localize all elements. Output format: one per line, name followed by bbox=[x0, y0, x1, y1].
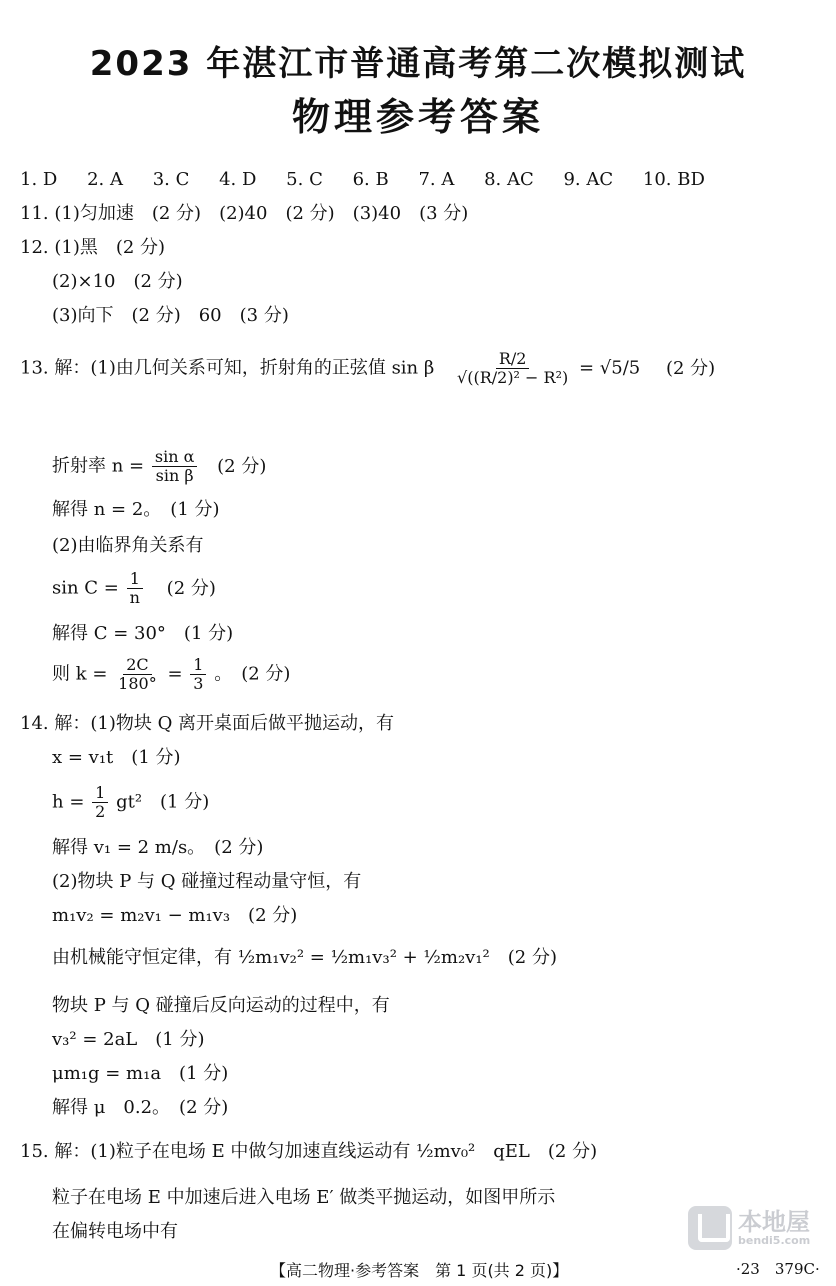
q14-h-fraction bbox=[92, 784, 108, 821]
fraction-denominator: √((R/2)² − R²) bbox=[457, 368, 569, 387]
fraction-denominator: 3 bbox=[193, 674, 204, 693]
mc-answer: 4. D bbox=[219, 169, 257, 190]
q14-line-8: 物块 P 与 Q 碰撞后反向运动的过程中，有 bbox=[52, 995, 390, 1016]
fraction-denominator: 2 bbox=[95, 802, 106, 821]
q15-line-2: 粒子在电场 E 中加速后进入电场 E′ 做类平抛运动，如图甲所示 bbox=[52, 1187, 556, 1208]
mc-answers-line bbox=[20, 168, 729, 192]
q14-line-10: μm₁g = m₁a (1 分) bbox=[52, 1063, 229, 1084]
site-watermark bbox=[688, 1200, 828, 1256]
house-icon bbox=[688, 1206, 732, 1250]
watermark-sub: bendi5.com bbox=[738, 1234, 811, 1247]
fraction-numerator: 2C bbox=[123, 656, 151, 675]
mc-answer: 3. C bbox=[152, 169, 190, 190]
q13-line-7 bbox=[52, 656, 290, 693]
mc-answer: 1. D bbox=[20, 169, 58, 190]
q14-line-7: 由机械能守恒定律，有 ½m₁v₂² = ½m₁v₃² + ½m₂v₁² (2 分) bbox=[52, 947, 557, 968]
q13-points: (2 分) bbox=[217, 455, 267, 477]
q13-points: 。 (2 分) bbox=[214, 663, 291, 685]
q13-line-4: (2)由临界角关系有 bbox=[52, 535, 204, 556]
fraction-denominator: 180° bbox=[118, 674, 157, 693]
q13-refraction-fraction bbox=[152, 448, 198, 485]
q14-line-9: v₃² = 2aL (1 分) bbox=[52, 1029, 205, 1050]
q13-line-2 bbox=[52, 448, 266, 485]
q13-sinc-label: sin C = bbox=[52, 577, 119, 599]
mc-answer: 7. A bbox=[418, 169, 455, 190]
q15-line-3: 在偏转电场中有 bbox=[52, 1221, 178, 1242]
q13-line-3: 解得 n = 2。 (1 分) bbox=[52, 499, 220, 520]
q13-sinc-fraction bbox=[127, 570, 143, 607]
q14-line-4: 解得 v₁ = 2 m/s。 (2 分) bbox=[52, 837, 264, 858]
fraction-numerator: 1 bbox=[127, 570, 143, 589]
q14-line-11: 解得 μ 0.2。 (2 分) bbox=[52, 1097, 229, 1118]
fraction-numerator: 1 bbox=[92, 784, 108, 803]
q13-points: (2 分) bbox=[166, 577, 216, 599]
mc-answer: 5. C bbox=[286, 169, 323, 190]
fraction-numerator: sin α bbox=[152, 448, 198, 467]
page-footer: 【高二物理·参考答案 第 1 页(共 2 页)】 bbox=[270, 1261, 569, 1280]
q13-points: (2 分) bbox=[665, 357, 716, 379]
q14-h-label: h = bbox=[52, 791, 85, 813]
mc-answer: 9. AC bbox=[563, 169, 614, 190]
q12-line-1: 12. (1)黑 (2 分) bbox=[20, 237, 166, 258]
q14-line-2: x = v₁t (1 分) bbox=[52, 747, 181, 768]
q13-k-fraction-1 bbox=[115, 656, 160, 693]
q14-line-5: (2)物块 P 与 Q 碰撞过程动量守恒，有 bbox=[52, 871, 362, 892]
q13-intro: 13. 解：(1)由几何关系可知，折射角的正弦值 sin β bbox=[20, 357, 435, 379]
q14-line-3 bbox=[52, 784, 209, 821]
q13-refraction-label: 折射率 n = bbox=[52, 455, 145, 477]
fraction-denominator: sin β bbox=[155, 466, 194, 485]
mc-answer: 6. B bbox=[352, 169, 389, 190]
fraction-numerator: 1 bbox=[190, 656, 206, 675]
q14-h-rest: gt² (1 分) bbox=[116, 791, 210, 813]
page-title: 2023 年湛江市普通高考第二次模拟测试 bbox=[89, 44, 747, 84]
fraction-numerator: R/2 bbox=[496, 350, 530, 369]
q13-k-label: 则 k = bbox=[52, 663, 108, 685]
q13-sin-fraction bbox=[454, 350, 571, 387]
page-code: ·23 379C· bbox=[736, 1260, 820, 1278]
watermark-main: 本地屋 bbox=[738, 1208, 810, 1236]
q12-line-2: (2)×10 (2 分) bbox=[52, 271, 183, 292]
fraction-denominator: n bbox=[129, 588, 140, 607]
q13-line-1 bbox=[20, 350, 715, 387]
q11-line: 11. (1)匀加速 (2 分) (2)40 (2 分) (3)40 (3 分) bbox=[20, 203, 469, 224]
q13-line-6: 解得 C = 30° (1 分) bbox=[52, 623, 234, 644]
mc-answer: 2. A bbox=[87, 169, 123, 190]
mc-answer: 8. AC bbox=[484, 169, 534, 190]
q14-line-6: m₁v₂ = m₂v₁ − m₁v₃ (2 分) bbox=[52, 905, 298, 926]
q13-result: = √5/5 bbox=[578, 357, 641, 379]
q14-line-1: 14. 解：(1)物块 Q 离开桌面后做平抛运动，有 bbox=[20, 713, 395, 734]
q13-k-fraction-2 bbox=[190, 656, 206, 693]
mc-answer: 10. BD bbox=[642, 169, 705, 190]
q15-line-1: 15. 解：(1)粒子在电场 E 中做匀加速直线运动有 ½mv₀² qEL (2 分) bbox=[20, 1141, 598, 1162]
q13-equals: = bbox=[167, 663, 183, 685]
q12-line-3: (3)向下 (2 分) 60 (3 分) bbox=[52, 305, 289, 326]
page-subtitle: 物理参考答案 bbox=[291, 95, 544, 139]
watermark-text bbox=[738, 1209, 810, 1247]
q13-line-5 bbox=[52, 570, 216, 607]
